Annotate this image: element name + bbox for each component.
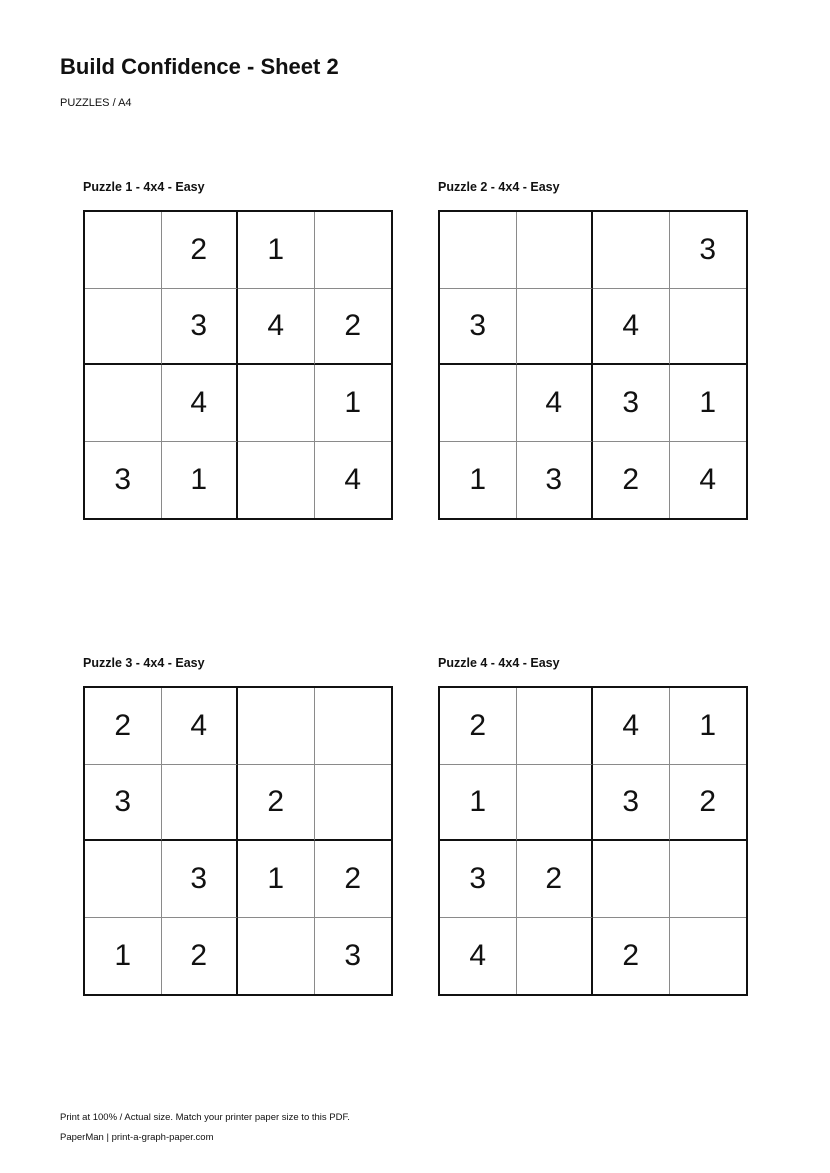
grid-cell (517, 918, 594, 995)
grid-cell (238, 688, 315, 765)
grid-cell: 4 (238, 289, 315, 366)
grid-cell: 4 (162, 688, 239, 765)
grid-cell (440, 212, 517, 289)
grid-cell: 2 (162, 918, 239, 995)
grid-cell: 1 (440, 442, 517, 519)
grid-cell: 1 (440, 765, 517, 842)
grid-cell: 4 (699, 462, 717, 496)
grid-cell: 3 (670, 212, 747, 289)
grid-cell (162, 765, 239, 842)
grid-cell: 4 (344, 462, 362, 496)
grid-cell (315, 765, 392, 842)
grid-cell: 2 (593, 442, 670, 519)
grid-cell (517, 289, 594, 366)
grid-cell (315, 688, 392, 765)
grid-cell (670, 289, 747, 366)
puzzle-label: Puzzle 4 - 4x4 - Easy (438, 656, 560, 670)
grid-cell: 3 (162, 841, 239, 918)
grid-cell: 3 (85, 442, 162, 519)
sudoku-grid (438, 210, 748, 520)
puzzle-label: Puzzle 1 - 4x4 - Easy (83, 180, 205, 194)
grid-cell: 4 (517, 365, 594, 442)
sudoku-grid (83, 686, 393, 996)
grid-cell (517, 765, 594, 842)
grid-cell (440, 365, 517, 442)
grid-cell (517, 212, 594, 289)
puzzle-label: Puzzle 2 - 4x4 - Easy (438, 180, 560, 194)
sudoku-grid (438, 686, 748, 996)
grid-cell: 1 (238, 841, 315, 918)
print-instructions: Print at 100% / Actual size. Match your printer paper size to this PDF. (60, 1112, 350, 1123)
page-subtitle: PUZZLES / A4 (60, 97, 132, 109)
grid-cell: 3 (162, 289, 239, 366)
footer-brand: PaperMan | print-a-graph-paper.com (60, 1132, 214, 1143)
grid-cell (238, 918, 315, 995)
grid-cell: 3 (517, 442, 594, 519)
grid-cell: 2 (593, 918, 670, 995)
grid-cell: 1 (670, 365, 747, 442)
grid-cell: 3 (344, 938, 362, 972)
grid-cell (670, 918, 747, 995)
grid-cell (593, 841, 670, 918)
grid-cell: 1 (670, 688, 747, 765)
grid-cell: 1 (238, 212, 315, 289)
grid-cell: 2 (162, 212, 239, 289)
grid-cell (85, 289, 162, 366)
grid-cell (517, 688, 594, 765)
page-title: Build Confidence - Sheet 2 (60, 54, 339, 79)
grid-cell (593, 212, 670, 289)
grid-cell: 1 (85, 918, 162, 995)
grid-cell: 2 (238, 765, 315, 842)
puzzle-label: Puzzle 3 - 4x4 - Easy (83, 656, 205, 670)
grid-cell: 3 (593, 765, 670, 842)
grid-cell: 2 (315, 841, 392, 918)
grid-cell: 2 (440, 688, 517, 765)
sudoku-grid (83, 210, 393, 520)
grid-cell (85, 212, 162, 289)
grid-cell: 2 (85, 688, 162, 765)
grid-cell (315, 212, 392, 289)
grid-cell: 2 (517, 841, 594, 918)
grid-cell: 3 (85, 765, 162, 842)
grid-cell: 4 (593, 289, 670, 366)
grid-cell: 3 (440, 289, 517, 366)
grid-cell (238, 365, 315, 442)
grid-cell: 3 (440, 841, 517, 918)
grid-cell: 4 (440, 918, 517, 995)
grid-cell: 2 (670, 765, 747, 842)
grid-cell: 1 (162, 442, 239, 519)
grid-cell (85, 841, 162, 918)
grid-cell: 4 (593, 688, 670, 765)
grid-cell: 3 (593, 365, 670, 442)
grid-cell: 2 (315, 289, 392, 366)
grid-cell: 4 (162, 365, 239, 442)
grid-cell (238, 442, 315, 519)
grid-cell: 1 (315, 365, 392, 442)
grid-cell (670, 841, 747, 918)
grid-cell (85, 365, 162, 442)
